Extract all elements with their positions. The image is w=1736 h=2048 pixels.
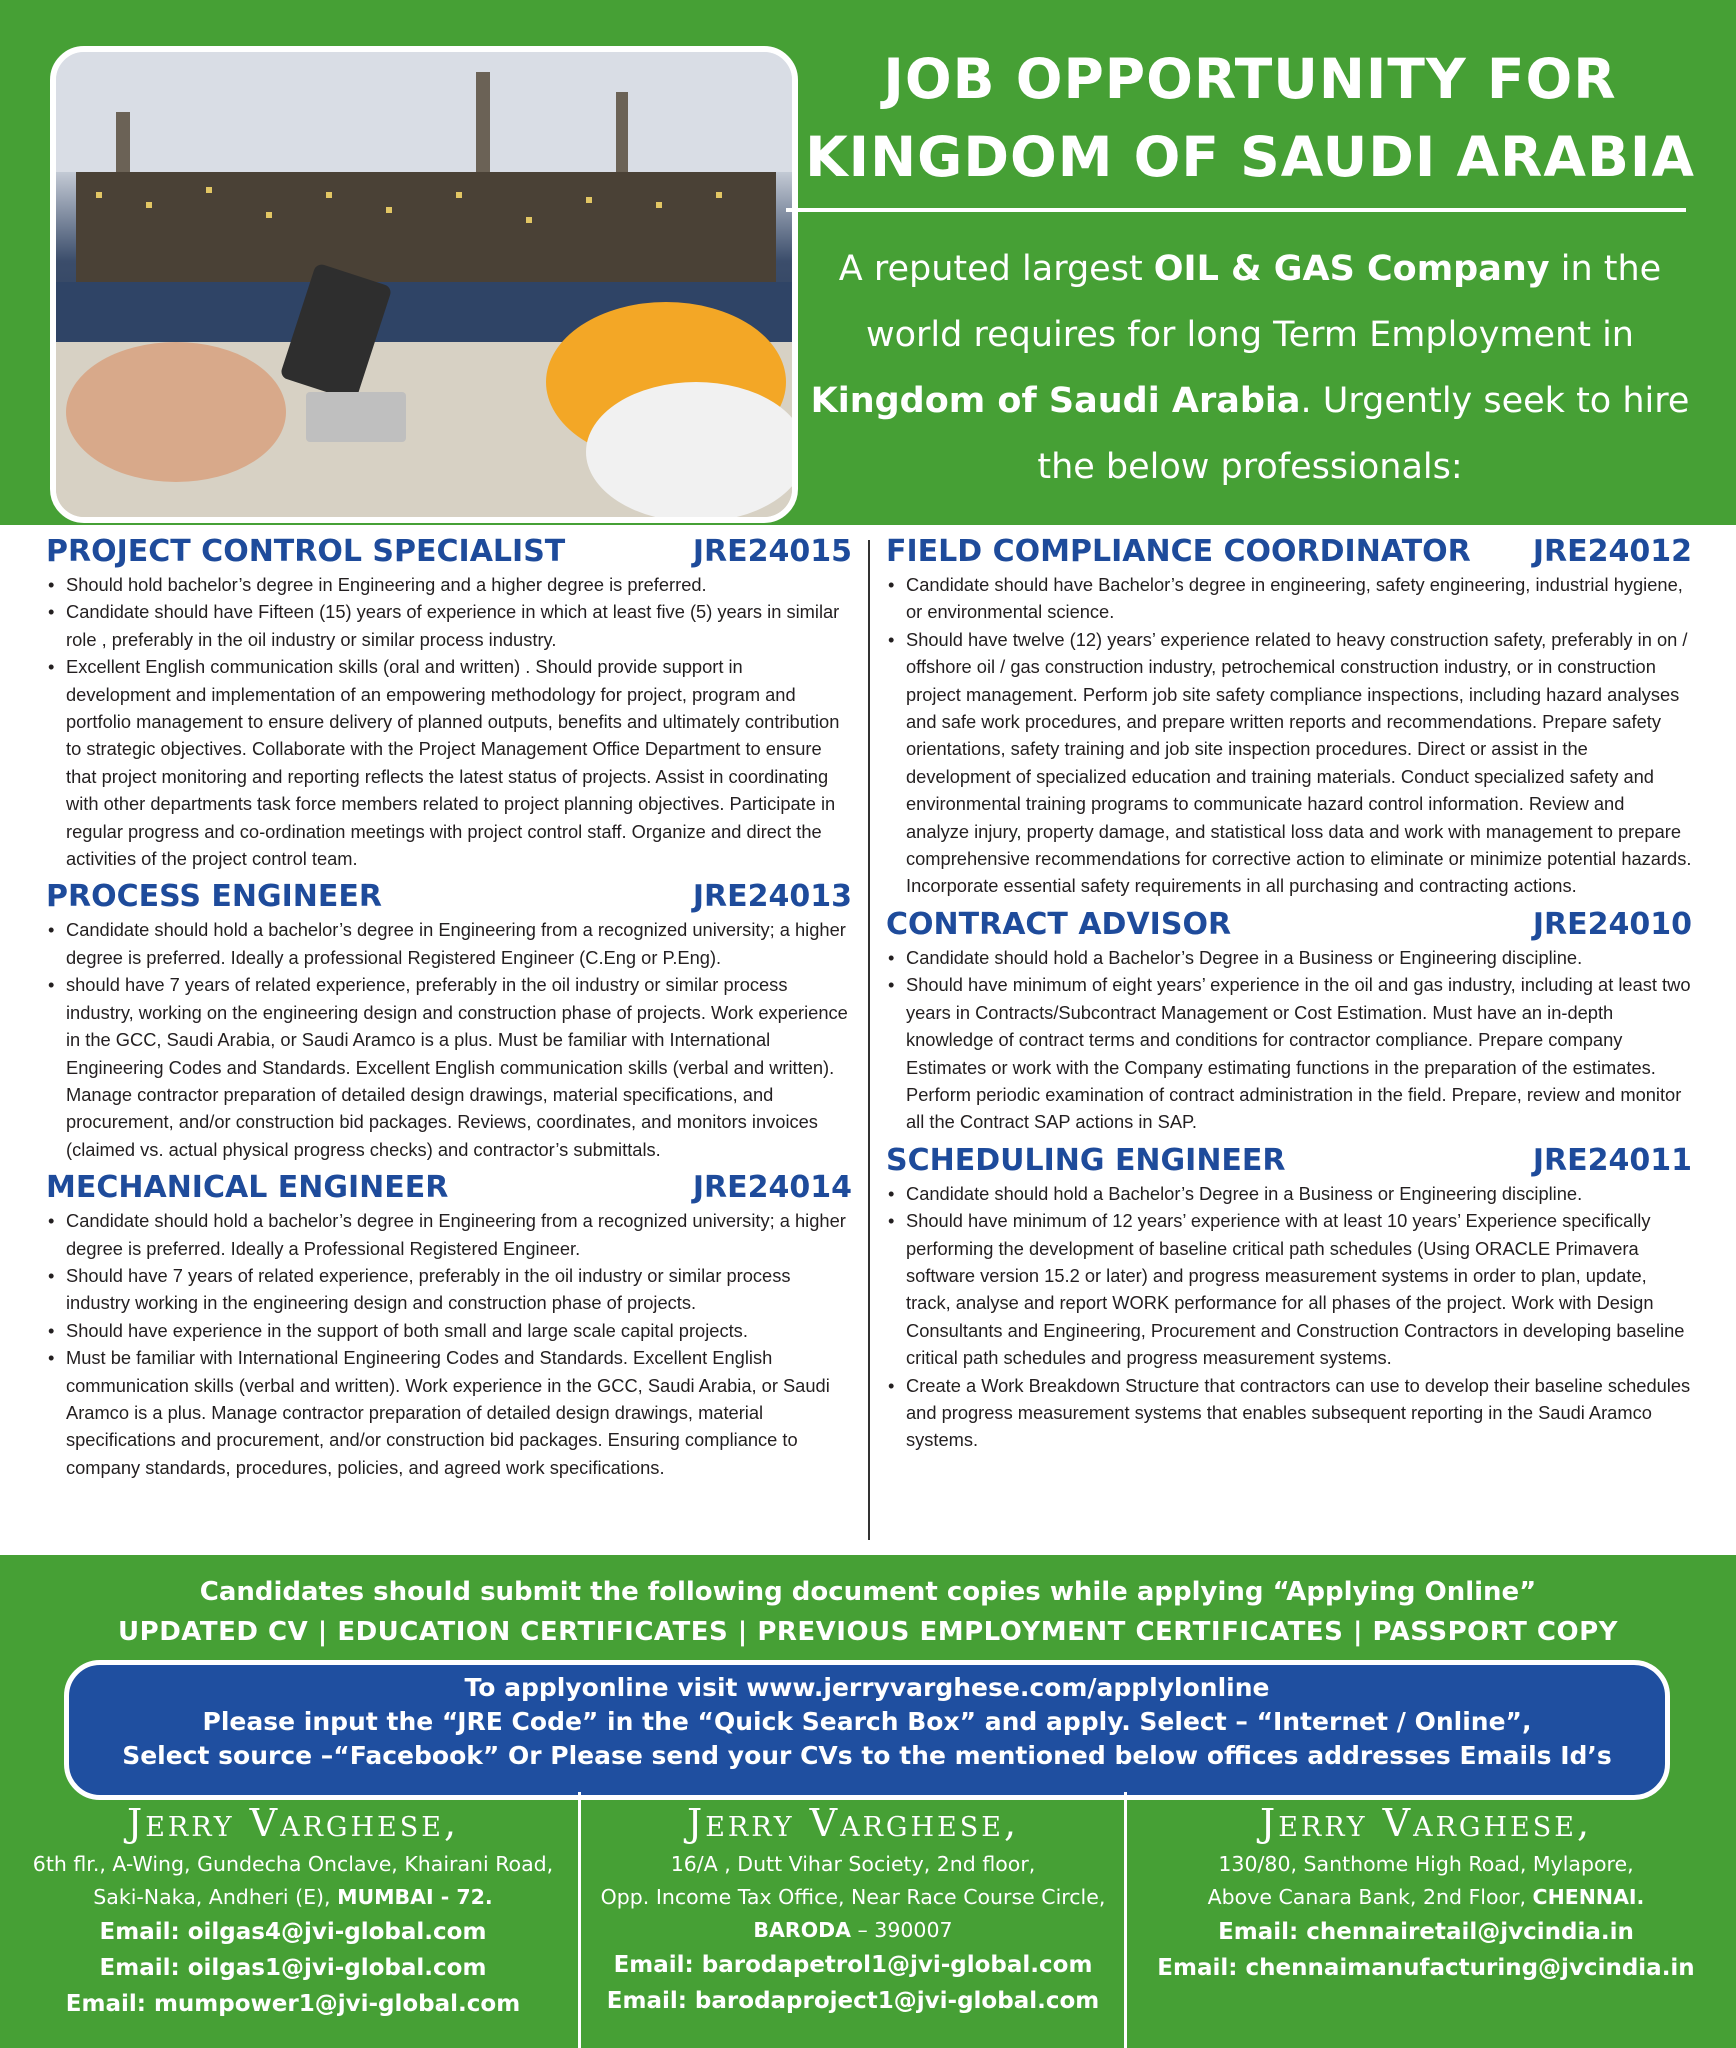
office-divider: [1124, 1792, 1127, 2048]
office-email[interactable]: Email: oilgas4@jvi-global.com: [99, 1919, 487, 1945]
job-bullet: • Should have twelve (12) years’ experience related to heavy construction safety, preferably in on / offshore oil / gas construction industry, petrochemical construction industry, or in construction project management. Perform job site safety compliance inspections, including hazard analyses and safe work procedures, and prepare written reports and recommendations. Prepare safety orientations, safety training and job site inspection procedures. Direct or assist in the development of specialized education and training materials. Conduct specialized safety and environmental training programs to communicate hazard control information. Review and analyze injury, property damage, and statistical loss data and work with management to prepare comprehensive recommendations for corrective action to eliminate or minimize potential hazards. Incorporate essential safety requirements in all purchasing and contracting actions.: [886, 626, 1692, 900]
office-email[interactable]: Email: chennairetail@jvcindia.in: [1218, 1919, 1634, 1945]
office-address-line: 130/80, Santhome High Road, Mylapore,: [1218, 1852, 1634, 1876]
job-code: JRE24015: [692, 534, 852, 569]
office-email[interactable]: Email: oilgas1@jvi-global.com: [99, 1955, 487, 1981]
job-process-engineer: [46, 878, 852, 1163]
office-name: Jerry Varghese,: [126, 1801, 460, 1845]
job-bullet: • Should have minimum of 12 years’ experience with at least 10 years’ Experience specifically performing the development of baseline critical path schedules (Using ORACLE Primavera software version 15.2 or later) and progress measurement systems in order to plan, update, track, analyse and report WORK performance for all phases of the project. Work with Design Consultants and Engineering, Procurement and Construction Contractors in developing baseline critical path schedules and progress measurement systems.: [886, 1207, 1692, 1371]
documents-instruction: Candidates should submit the following document copies while applying “Applying Online”: [199, 1577, 1537, 1607]
office-email[interactable]: Email: barodaproject1@jvi-global.com: [606, 1988, 1100, 2014]
apply-online-box: [64, 1660, 1670, 1800]
office-city: BARODA: [753, 1918, 852, 1942]
office-address-line: [1128, 1881, 1724, 1914]
office-address-text: Above Canara Bank, 2nd Floor,: [1207, 1885, 1533, 1909]
job-bullet: • should have 7 years of related experience, preferably in the oil industry or similar process industry, working on the engineering design and construction phase of projects. Work experience in the GCC, Saudi Arabia, or Saudi Aramco is a plus. Must be familiar with International Engineering Codes and Standards. Excellent English communication skills (verbal and written). Manage contractor preparation of detailed design drawings, material specifications, and procurement, and/or construction bid packages. Reviews, coordinates, and monitors invoices (claimed vs. actual physical progress checks) and contractor’s submittals.: [46, 971, 852, 1163]
job-code: JRE24011: [1532, 1142, 1692, 1178]
job-bullet: • Candidate should hold a bachelor’s degree in Engineering from a recognized university; a higher degree is preferred. Ideally a Professional Registered Engineer.: [46, 1207, 852, 1262]
office-name: Jerry Varghese,: [1259, 1801, 1593, 1845]
page-title-line2: KINGDOM OF SAUDI ARABIA: [805, 125, 1695, 189]
jobs-right-column: [886, 533, 1692, 1460]
office-chennai: [1128, 1790, 1724, 2048]
job-bullet: • Should hold bachelor’s degree in Engineering and a higher degree is preferred.: [46, 571, 852, 598]
job-code: JRE24013: [692, 879, 852, 915]
intro-text: [800, 236, 1700, 500]
page-title-line1: JOB OPPORTUNITY FOR: [883, 47, 1617, 111]
office-address-line: Opp. Income Tax Office, Near Race Course Circle,: [600, 1885, 1106, 1909]
job-code: JRE24012: [1532, 534, 1692, 569]
job-bullet: • Must be familiar with International Engineering Codes and Standards. Excellent English communication skills (verbal and written). Work experience in the GCC, Saudi Arabia, or Saudi Aramco is a plus. Manage contractor preparation of detailed design drawings, material specifications and procurement, and/or construction bid packages. Ensuring compliance to company standards, procedures, policies, and agreed work specifications.: [46, 1344, 852, 1481]
job-bullet: • Candidate should hold a bachelor’s degree in Engineering from a recognized university; a higher degree is preferred. Ideally a professional Registered Engineer (C.Eng or P.Eng).: [46, 916, 852, 971]
refinery-illustration: [56, 52, 792, 517]
job-field-compliance-coordinator: [886, 533, 1692, 900]
apply-instruction-line: Please input the “JRE Code” in the “Quick Search Box” and apply. Select – “Internet / Online”,: [202, 1707, 1532, 1736]
office-mumbai: [10, 1790, 576, 2048]
job-title: MECHANICAL ENGINEER: [46, 1170, 449, 1206]
office-divider: [578, 1792, 581, 2048]
office-address-line: 16/A , Dutt Vihar Society, 2nd floor,: [670, 1852, 1036, 1876]
title-divider: [786, 208, 1686, 212]
title-block: [800, 40, 1700, 196]
job-bullet: • Should have 7 years of related experience, preferably in the oil industry or similar process industry working in the engineering design and construction phase of projects.: [46, 1262, 852, 1317]
office-baroda: [583, 1790, 1123, 2048]
office-address-line: 6th flr., A-Wing, Gundecha Onclave, Khairani Road,: [32, 1852, 554, 1876]
column-divider: [868, 540, 870, 1540]
office-email[interactable]: Email: mumpower1@jvi-global.com: [65, 1991, 521, 2017]
office-city: CHENNAI.: [1532, 1885, 1645, 1909]
job-bullet: • Create a Work Breakdown Structure that contractors can use to develop their baseline schedules and progress measurement systems that enables subsequent reporting in the Saudi Aramco systems.: [886, 1372, 1692, 1454]
job-title: FIELD COMPLIANCE COORDINATOR: [886, 534, 1471, 569]
job-bullet: • Excellent English communication skills (oral and written) . Should provide support in development and implementation of an empowering methodology for project, program and portfolio management to ensure delivery of planned outputs, benefits and ultimately contribution to strategic objectives. Collaborate with the Project Management Office Department to ensure that project monitoring and reporting reflects the latest status of projects. Assist in coordinating with other departments task force members related to project planning objectives. Participate in regular progress and co-ordination meetings with project control staff. Organize and direct the activities of the project control team.: [46, 653, 852, 872]
job-bullet: • Candidate should hold a Bachelor’s Degree in a Business or Engineering discipline.: [886, 944, 1692, 971]
office-address-text: Saki-Naka, Andheri (E),: [93, 1885, 338, 1909]
intro-part-2: in the world requires for long Term Employment in: [865, 249, 1662, 355]
job-contract-advisor: [886, 906, 1692, 1136]
documents-list: UPDATED CV | EDUCATION CERTIFICATES | PREVIOUS EMPLOYMENT CERTIFICATES | PASSPORT COPY: [118, 1617, 1618, 1647]
job-bullet: • Should have experience in the support of both small and large scale capital projects.: [46, 1317, 852, 1344]
intro-part-1: A reputed largest: [838, 249, 1154, 289]
job-bullet: • Should have minimum of eight years’ experience in the oil and gas industry, including at least two years in Contracts/Subcontract Management or Cost Estimation. Must have an in-depth knowledge of contract terms and conditions for contractor compliance. Prepare company Estimates or work with the Company estimating functions in the preparation of the estimates. Perform periodic examination of contract administration in the field. Prepare, review and monitor all the Contract SAP actions in SAP.: [886, 971, 1692, 1135]
office-name: Jerry Varghese,: [686, 1801, 1020, 1845]
apply-source-line: Select source –“Facebook” Or Please send your CVs to the mentioned below offices addresses Emails Id’s: [122, 1741, 1612, 1770]
job-code: JRE24014: [692, 1170, 852, 1206]
job-scheduling-engineer: [886, 1142, 1692, 1454]
job-title: SCHEDULING ENGINEER: [886, 1142, 1286, 1178]
office-city: MUMBAI - 72.: [337, 1885, 493, 1909]
intro-company: OIL & GAS Company: [1153, 249, 1550, 289]
job-bullet: • Candidate should have Bachelor’s degree in engineering, safety engineering, industrial hygiene, or environmental science.: [886, 571, 1692, 626]
job-title: PROJECT CONTROL SPECIALIST: [46, 534, 566, 569]
intro-part-3: . Urgently seek to hire the below professionals:: [1037, 381, 1690, 487]
intro-country: Kingdom of Saudi Arabia: [810, 381, 1301, 421]
refinery-photo: [50, 46, 798, 523]
office-pin: – 390007: [851, 1918, 953, 1942]
office-email[interactable]: Email: barodapetrol1@jvi-global.com: [613, 1952, 1093, 1978]
office-address-line: [583, 1914, 1123, 1947]
job-code: JRE24010: [1532, 906, 1692, 942]
job-title: PROCESS ENGINEER: [46, 879, 382, 915]
job-mechanical-engineer: [46, 1169, 852, 1481]
office-address-line: [10, 1881, 576, 1914]
apply-link-line[interactable]: To applyonline visit www.jerryvarghese.com/applylonline: [464, 1673, 1270, 1702]
office-email[interactable]: Email: chennaimanufacturing@jvcindia.in: [1157, 1955, 1695, 1981]
job-bullet: • Candidate should hold a Bachelor’s Degree in a Business or Engineering discipline.: [886, 1180, 1692, 1207]
job-project-control-specialist: [46, 533, 852, 872]
job-title: CONTRACT ADVISOR: [886, 906, 1232, 942]
job-bullet: • Candidate should have Fifteen (15) years of experience in which at least five (5) years in similar role , preferably in the oil industry or similar process industry.: [46, 598, 852, 653]
jobs-left-column: [46, 533, 852, 1487]
